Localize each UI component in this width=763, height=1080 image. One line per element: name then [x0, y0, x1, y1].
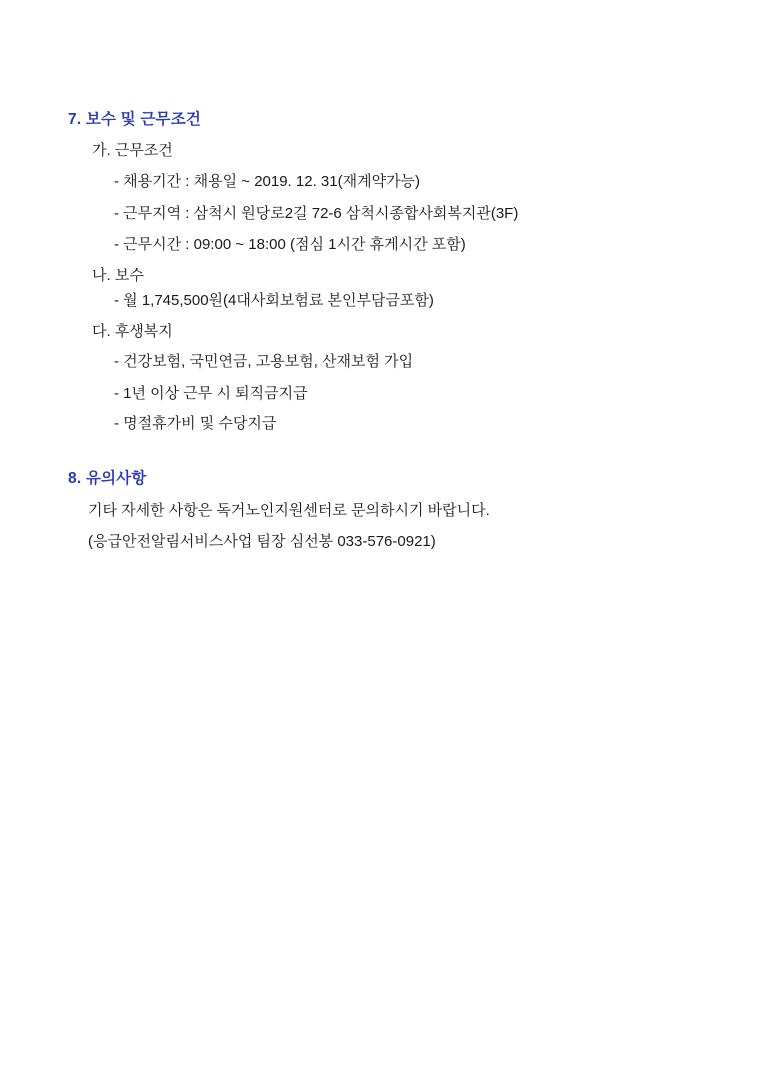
- section-7-item-c-detail-1: - 건강보험, 국민연금, 고용보험, 산재보험 가입: [114, 353, 414, 370]
- section-7-item-c-label: 다. 후생복지: [92, 323, 173, 340]
- section-7-heading: 7. 보수 및 근무조건: [68, 111, 202, 128]
- section-7-item-a-detail-2: - 근무지역 : 삼척시 원당로2길 72-6 삼척시종합사회복지관(3F): [114, 205, 519, 222]
- section-7-item-b-label: 나. 보수: [92, 267, 144, 284]
- section-7-item-a-label: 가. 근무조건: [92, 142, 173, 159]
- section-8-line-1: 기타 자세한 사항은 독거노인지원센터로 문의하시기 바랍니다.: [88, 502, 490, 519]
- section-7-item-a-detail-1: - 채용기간 : 채용일 ~ 2019. 12. 31(재계약가능): [114, 173, 421, 190]
- section-7-item-c-detail-3: - 명절휴가비 및 수당지급: [114, 415, 277, 432]
- section-8-heading: 8. 유의사항: [68, 470, 147, 487]
- section-7-item-c-detail-2: - 1년 이상 근무 시 퇴직금지급: [114, 385, 308, 402]
- section-7-item-b-detail-1: - 월 1,745,500원(4대사회보험료 본인부담금포함): [114, 292, 434, 309]
- section-7-item-a-detail-3: - 근무시간 : 09:00 ~ 18:00 (점심 1시간 휴게시간 포함): [114, 236, 466, 253]
- section-8-line-2: (응급안전알림서비스사업 팀장 심선봉 033-576-0921): [88, 533, 436, 550]
